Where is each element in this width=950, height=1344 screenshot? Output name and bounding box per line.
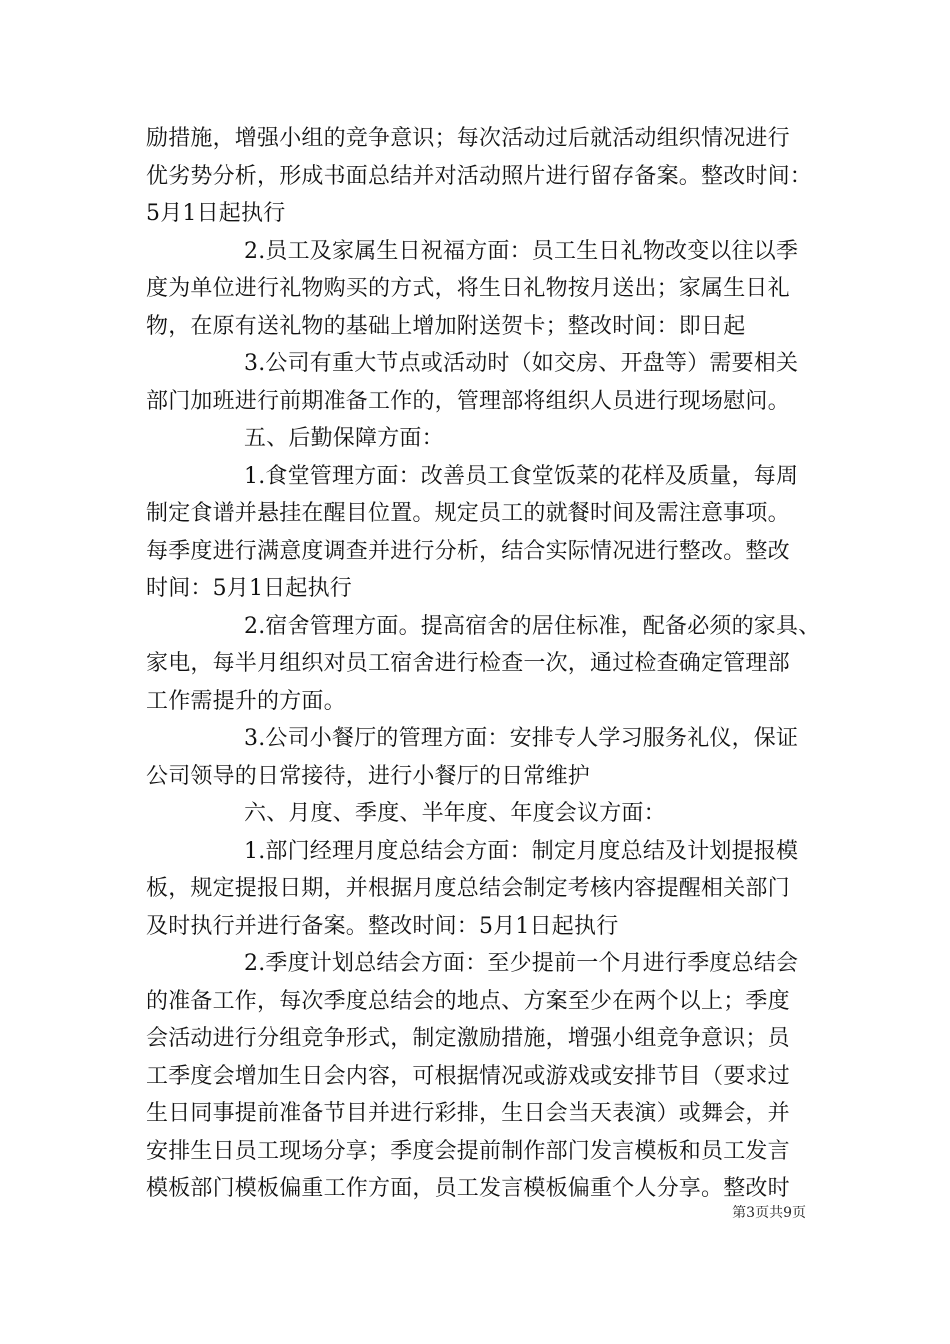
body-text-line: 工季度会增加生日会内容，可根据情况或游戏或安排节目（要求过 xyxy=(146,1063,790,1089)
body-text-line: 1.部门经理月度总结会方面：制定月度总结及计划提报模 xyxy=(244,838,799,864)
body-text-line: 生日同事提前准备节目并进行彩排，生日会当天表演）或舞会，并 xyxy=(146,1101,790,1126)
body-text-line: 每季度进行满意度调查并进行分析，结合实际情况进行整改。整改 xyxy=(146,538,790,564)
body-text-line: 制定食谱并悬挂在醒目位置。规定员工的就餐时间及需注意事项。 xyxy=(146,501,790,526)
body-text-line: 2.员工及家属生日祝福方面：员工生日礼物改变以往以季 xyxy=(244,238,799,264)
body-text-line: 3.公司有重大节点或活动时（如交房、开盘等）需要相关 xyxy=(244,351,799,376)
body-text-line: 1.食堂管理方面：改善员工食堂饭菜的花样及质量，每周 xyxy=(244,463,799,489)
body-text-line: 部门加班进行前期准备工作的，管理部将组织人员进行现场慰问。 xyxy=(146,388,790,414)
body-text-line: 物，在原有送礼物的基础上增加附送贺卡；整改时间：即日起 xyxy=(146,313,746,339)
body-text-line: 工作需提升的方面。 xyxy=(146,688,346,714)
body-text-line: 五、后勤保障方面： xyxy=(244,426,444,451)
body-text-line: 板，规定提报日期，并根据月度总结会制定考核内容提醒相关部门 xyxy=(146,876,790,901)
document-body xyxy=(146,120,836,1208)
body-text-line: 时间：5月1日起执行 xyxy=(146,576,352,601)
body-text-line: 安排生日员工现场分享；季度会提前制作部门发言模板和员工发言 xyxy=(146,1138,790,1164)
body-text-line: 家电，每半月组织对员工宿舍进行检查一次，通过检查确定管理部 xyxy=(146,651,790,676)
body-text-line: 会活动进行分组竞争形式，制定激励措施，增强小组竞争意识；员 xyxy=(146,1026,790,1051)
body-text-line: 2.季度计划总结会方面：至少提前一个月进行季度总结会 xyxy=(244,951,799,976)
body-text-line: 优劣势分析，形成书面总结并对活动照片进行留存备案。整改时间： xyxy=(146,163,813,189)
body-text-line: 六、月度、季度、半年度、年度会议方面： xyxy=(244,801,666,826)
body-text-line: 励措施，增强小组的竞争意识；每次活动过后就活动组织情况进行 xyxy=(146,126,790,151)
body-text-line: 5月1日起执行 xyxy=(146,201,286,226)
body-text-line: 的准备工作，每次季度总结会的地点、方案至少在两个以上；季度 xyxy=(146,988,790,1014)
body-text-line: 及时执行并进行备案。整改时间：5月1日起执行 xyxy=(146,913,619,939)
body-text-line: 度为单位进行礼物购买的方式，将生日礼物按月送出；家属生日礼 xyxy=(146,276,790,301)
body-text-line: 公司领导的日常接待，进行小餐厅的日常维护 xyxy=(146,763,591,789)
body-text-line: 模板部门模板偏重工作方面，员工发言模板偏重个人分享。整改时 xyxy=(146,1176,790,1201)
body-text-line: 2.宿舍管理方面。提高宿舍的居住标准，配备必须的家具、 xyxy=(244,613,821,639)
body-text-line: 3.公司小餐厅的管理方面：安排专人学习服务礼仪，保证 xyxy=(244,726,799,751)
page-number: 第3页共9页 xyxy=(732,1205,806,1221)
